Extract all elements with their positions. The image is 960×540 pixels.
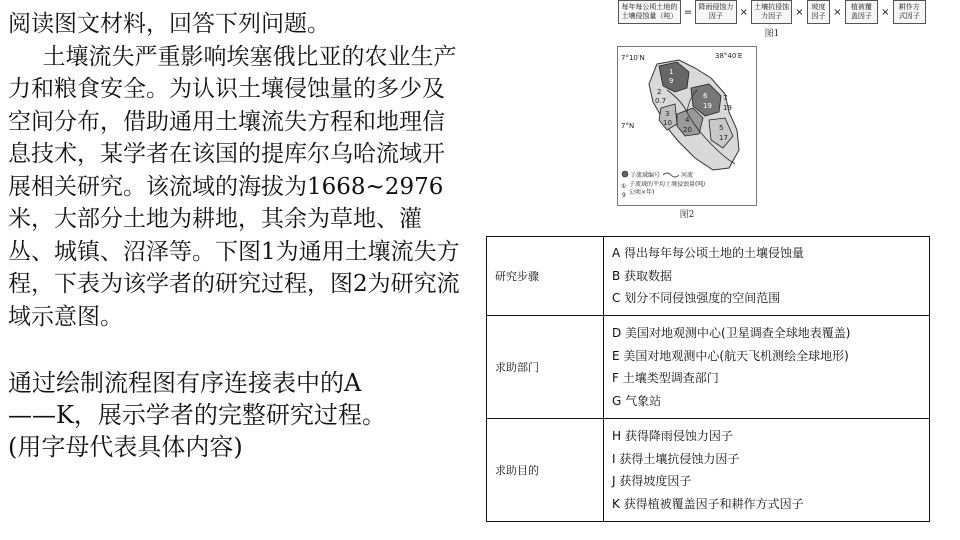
row-header: 研究步骤: [487, 237, 604, 316]
material-text: [8, 8, 466, 333]
table-row: [487, 237, 930, 316]
table-row: [487, 419, 930, 522]
row-items: [604, 237, 930, 316]
latitude-top-label: 7°10′N: [621, 54, 645, 62]
subbasin-id: 6: [703, 92, 708, 100]
table-item: B 获取数据: [612, 268, 673, 283]
watershed-map: [617, 46, 757, 206]
times-sign: ×: [881, 6, 890, 18]
table-item: C 划分不同侵蚀强度的空间范围: [612, 291, 781, 306]
row-items: [604, 316, 930, 419]
subbasin-id: 1: [669, 68, 674, 76]
equation-box-slope: 坡度因子: [807, 0, 831, 24]
table-item: J 获得坡度因子: [612, 474, 692, 489]
equation-box-vegetation: 植被覆盖因子: [845, 0, 878, 24]
legend-sample-id: ①: [621, 183, 627, 190]
equation-box-tillage: 耕作方式因子: [893, 0, 926, 24]
equation-box-soil: 土壤抗侵蚀力因子: [751, 0, 792, 24]
question-text: 通过绘制流程图有序连接表中的A——K，展示学者的完整研究过程。(用字母代表具体内容): [8, 369, 386, 461]
subbasin-value: 9: [669, 77, 674, 85]
table-item: F 土壤类型调查部门: [612, 371, 719, 386]
times-sign: ×: [795, 6, 804, 18]
row-header: 求助目的: [487, 419, 604, 522]
table-row: [487, 316, 930, 419]
subbasin-id: 3: [665, 110, 670, 118]
longitude-label: 38°40′E: [715, 52, 743, 60]
table-item: A 得出每年每公顷土地的土壤侵蚀量: [612, 246, 805, 261]
table-item: H 获得降雨侵蚀力因子: [612, 429, 733, 444]
equals-sign: =: [683, 6, 693, 18]
legend-sample-value: 9: [622, 192, 626, 199]
figure-2-caption: 图2: [679, 210, 695, 220]
row-items: [604, 419, 930, 522]
figure-2-map: [617, 46, 757, 221]
table-item: G 气象站: [612, 393, 662, 408]
subbasin-value: 0.7: [655, 97, 667, 105]
table-item: I 获得土壤抗侵蚀力因子: [612, 451, 740, 466]
times-sign: ×: [739, 6, 748, 18]
legend-subbasin-symbol: [622, 171, 628, 177]
subbasin-value: 20: [683, 126, 692, 134]
table-item: K 获得植被覆盖因子和耕作方式因子: [612, 496, 804, 511]
instruction-line: 阅读图文材料，回答下列问题。: [8, 11, 330, 37]
equation-box-erosion: 每年每公顷土地的土壤侵蚀量（吨）: [618, 0, 681, 24]
latitude-mid-label: 7°N: [621, 122, 635, 130]
row-header: 求助部门: [487, 316, 604, 419]
figure-1-caption: 图1: [764, 29, 780, 39]
legend-subbasin-label: 子流域编号: [630, 172, 661, 179]
subbasin-value: 19: [723, 104, 732, 112]
subbasin-value: 19: [703, 102, 712, 110]
subbasin-id: 4: [685, 116, 690, 124]
material-paragraph: 土壤流失严重影响埃塞俄比亚的农业生产力和粮食安全。为认识土壤侵蚀量的多少及空间分布，借助通用土壤流失方程和地理信息技术，某学者在该国的提库尔乌哈流域开展相关研究。该流域的海拔为1668~2976米，大部分土地为耕地，其余为草地、灌丛、城镇、沼泽等。下图1为通用土壤流失方程，下表为该学者的研究过程，图2为研究流域示意图。: [8, 43, 460, 330]
usle-equation: [618, 0, 926, 24]
figure-1-equation: [618, 0, 926, 39]
research-process-table: [486, 236, 930, 522]
equation-box-rainfall: 降雨侵蚀力因子: [695, 0, 736, 24]
subbasin-id: 2: [657, 88, 662, 96]
subbasin-value: 17: [719, 134, 728, 142]
legend-river-label: 河流: [681, 172, 694, 179]
table-item: D 美国对地观测中心(卫星调查全球地表覆盖): [612, 326, 851, 341]
table-item: E 美国对地观测中心(航天飞机测绘全球地形): [612, 348, 849, 363]
subbasin-value: 10: [663, 119, 672, 127]
subbasin-id: 5: [719, 124, 724, 132]
times-sign: ×: [833, 6, 842, 18]
legend-value-label-wrap: [629, 181, 709, 201]
subbasin-id: 7: [723, 94, 728, 102]
legend-value-label: 子流域的平均土壤侵蚀量(吨/公顷×年): [629, 181, 706, 196]
